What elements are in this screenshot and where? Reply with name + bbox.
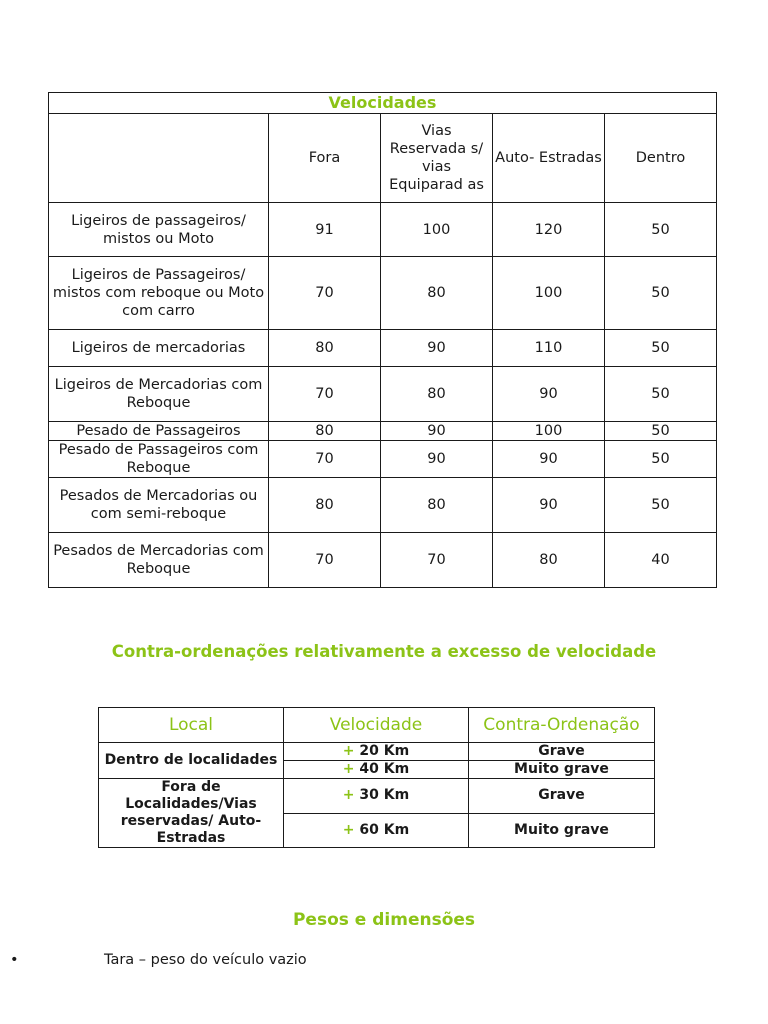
speed-value: 80 bbox=[269, 478, 381, 533]
speed-value: 80 bbox=[381, 257, 493, 330]
column-header-vias-reservadas: Vias Reservada s/ vias Equiparad as bbox=[381, 114, 493, 203]
fine-severity: Grave bbox=[469, 743, 655, 761]
speed-value: 80 bbox=[381, 478, 493, 533]
speed-value: 90 bbox=[493, 478, 605, 533]
column-header-local: Local bbox=[99, 708, 284, 743]
speed-value: 80 bbox=[381, 367, 493, 422]
speed-excess-value: 20 Km bbox=[359, 743, 410, 759]
vehicle-category: Ligeiros de Mercadorias com Reboque bbox=[49, 367, 269, 422]
speed-value: 40 bbox=[605, 533, 717, 588]
table-row bbox=[49, 203, 717, 257]
column-header-empty bbox=[49, 114, 269, 203]
vehicle-category: Pesado de Passageiros com Reboque bbox=[49, 441, 269, 478]
speed-value: 110 bbox=[493, 330, 605, 367]
speed-excess-cell bbox=[284, 743, 469, 761]
speed-value: 50 bbox=[605, 478, 717, 533]
vehicle-category: Ligeiros de Passageiros/ mistos com reboque ou Moto com carro bbox=[49, 257, 269, 330]
speed-value: 100 bbox=[493, 257, 605, 330]
speed-limits-table bbox=[48, 92, 717, 588]
column-header-fora: Fora bbox=[269, 114, 381, 203]
table-row bbox=[49, 533, 717, 588]
fine-severity: Grave bbox=[469, 779, 655, 814]
plus-sign: + bbox=[342, 787, 355, 804]
location-cell: Dentro de localidades bbox=[99, 743, 284, 779]
plus-sign: + bbox=[342, 821, 355, 838]
column-header-dentro: Dentro bbox=[605, 114, 717, 203]
fines-section-title: Contra-ordenações relativamente a excesso de velocidade bbox=[111, 642, 657, 661]
speed-table-title: Velocidades bbox=[49, 93, 717, 114]
bullet-marker: • bbox=[10, 952, 19, 968]
speed-excess-cell bbox=[284, 779, 469, 814]
speed-value: 80 bbox=[493, 533, 605, 588]
bullet-text: Tara – peso do veículo vazio bbox=[104, 952, 307, 968]
table-row bbox=[49, 478, 717, 533]
speed-value: 70 bbox=[269, 533, 381, 588]
column-header-velocidade: Velocidade bbox=[284, 708, 469, 743]
vehicle-category: Ligeiros de passageiros/ mistos ou Moto bbox=[49, 203, 269, 257]
table-row bbox=[49, 330, 717, 367]
fines-table-header-row bbox=[99, 708, 655, 743]
speed-table-header-row bbox=[49, 114, 717, 203]
speed-value: 90 bbox=[381, 441, 493, 478]
speeding-fines-table bbox=[98, 707, 655, 848]
speed-value: 70 bbox=[269, 367, 381, 422]
table-row bbox=[49, 367, 717, 422]
vehicle-category: Pesado de Passageiros bbox=[49, 422, 269, 441]
vehicle-category: Pesados de Mercadorias com Reboque bbox=[49, 533, 269, 588]
speed-value: 50 bbox=[605, 257, 717, 330]
column-header-contra-ordenacao: Contra-Ordenação bbox=[469, 708, 655, 743]
speed-value: 80 bbox=[269, 330, 381, 367]
table-row bbox=[49, 441, 717, 478]
speed-value: 100 bbox=[493, 422, 605, 441]
table-row bbox=[99, 779, 655, 814]
speed-value: 50 bbox=[605, 441, 717, 478]
speed-value: 90 bbox=[381, 330, 493, 367]
speed-excess-value: 40 Km bbox=[359, 761, 410, 777]
speed-excess-cell bbox=[284, 761, 469, 779]
speed-value: 50 bbox=[605, 422, 717, 441]
speed-excess-cell bbox=[284, 813, 469, 848]
speed-value: 50 bbox=[605, 330, 717, 367]
fine-severity: Muito grave bbox=[469, 761, 655, 779]
table-row bbox=[49, 422, 717, 441]
speed-value: 120 bbox=[493, 203, 605, 257]
table-row bbox=[49, 257, 717, 330]
weights-section-title: Pesos e dimensões bbox=[292, 910, 476, 930]
speed-excess-value: 30 Km bbox=[359, 787, 410, 804]
fine-severity: Muito grave bbox=[469, 813, 655, 848]
speed-value: 50 bbox=[605, 367, 717, 422]
speed-value: 70 bbox=[269, 257, 381, 330]
location-cell: Fora de Localidades/Vias reservadas/ Auto-Estradas bbox=[99, 779, 284, 848]
plus-sign: + bbox=[342, 743, 355, 759]
speed-value: 90 bbox=[381, 422, 493, 441]
speed-value: 50 bbox=[605, 203, 717, 257]
vehicle-category: Pesados de Mercadorias ou com semi-reboque bbox=[49, 478, 269, 533]
speed-value: 70 bbox=[381, 533, 493, 588]
speed-value: 80 bbox=[269, 422, 381, 441]
speed-value: 90 bbox=[493, 367, 605, 422]
speed-value: 70 bbox=[269, 441, 381, 478]
vehicle-category: Ligeiros de mercadorias bbox=[49, 330, 269, 367]
speed-excess-value: 60 Km bbox=[359, 821, 410, 838]
plus-sign: + bbox=[342, 761, 355, 777]
speed-value: 90 bbox=[493, 441, 605, 478]
column-header-auto-estradas: Auto- Estradas bbox=[493, 114, 605, 203]
speed-value: 91 bbox=[269, 203, 381, 257]
table-row bbox=[99, 743, 655, 761]
speed-value: 100 bbox=[381, 203, 493, 257]
